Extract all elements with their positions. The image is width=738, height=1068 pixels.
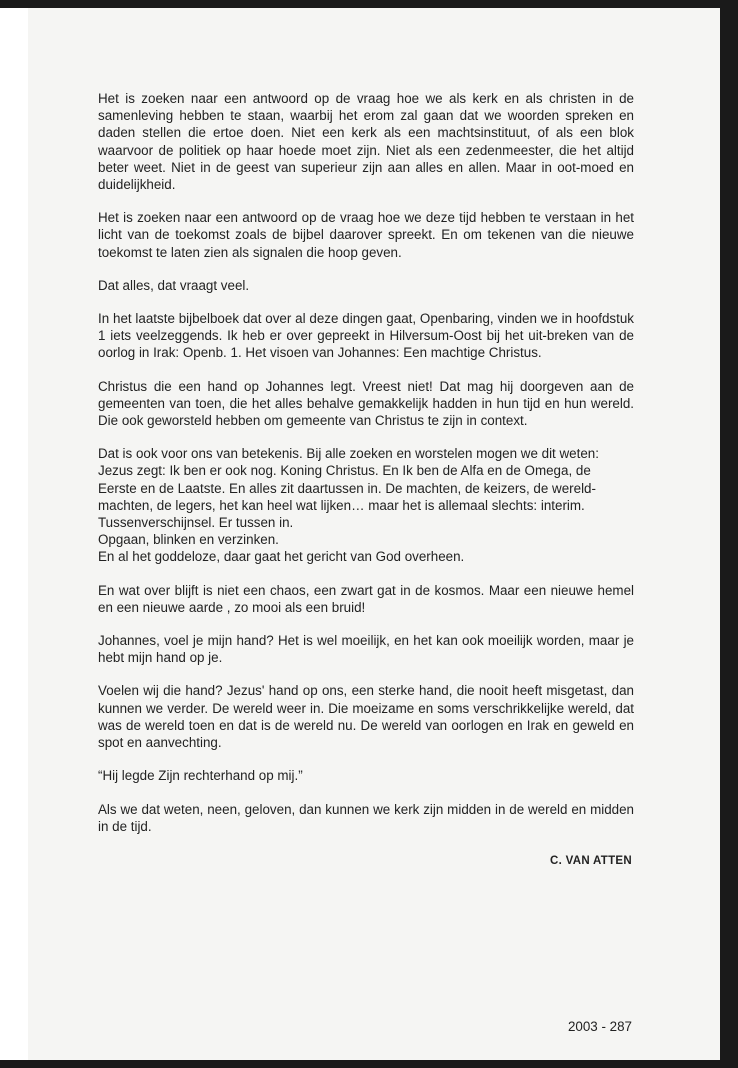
paragraph-multiline [98,445,634,565]
text-line: Tussenverschijnsel. Er tussen in. [98,515,294,531]
text-line: Jezus zegt: Ik ben er ook nog. Koning Christus. En Ik ben de Alfa en de Omega, de [98,463,591,479]
text-line: machten, de legers, het kan heel wat lijken… maar het is allemaal slechts: interim. [98,497,585,513]
page-number: 2003 - 287 [567,1019,632,1034]
paragraph: Johannes, voel je mijn hand? Het is wel moeilijk, en het kan ook moeilijk worden, maar je hebt mijn hand op je. [98,633,634,666]
paragraph: En wat over blijft is niet een chaos, een zwart gat in de kosmos. Maar een nieuwe hemel en een nieuwe aarde , zo mooi als een bruid! [98,582,634,615]
article-body [98,90,634,851]
paragraph: Dat alles, dat vraagt veel. [98,277,250,293]
paragraph: Het is zoeken naar een antwoord op de vraag hoe we deze tijd hebben te verstaan in het licht van de toekomst zoals de bijbel daarover spreekt. En om tekenen van die nieuwe toekomst te laten zien als signalen die hoop geven. [98,210,634,260]
text-line: En al het goddeloze, daar gaat het gericht van God overheen. [98,549,465,565]
paragraph: In het laatste bijbelboek dat over al deze dingen gaat, Openbaring, vinden we in hoofdstuk 1 iets veelzeggends. Ik heb er over gepreekt in Hilversum-Oost bij het uit-breken van de oorlog in Irak: Openb. 1. Het visoen van Johannes: Een machtige Christus. [98,311,634,361]
text-line: Opgaan, blinken en verzinken. [98,532,279,548]
paragraph: Het is zoeken naar een antwoord op de vraag hoe we als kerk en als christen in de samenleving hebben te staan, waarbij het erom zal gaan dat we woorden spreken en daden stellen die ertoe doen. Niet een kerk als een machtsinstituut, of als een blok waarvoor de politiek op haar hoede moet zijn. Niet als een zedenmeester, die het altijd beter weet. Niet in de geest van superieur zijn aan alles en allen. Maar in oot-moed en duidelijkheid. [98,91,634,193]
page-margin-strip [0,8,28,1060]
text-line: Dat is ook voor ons van betekenis. Bij alle zoeken en worstelen mogen we dit weten: [98,446,599,462]
paragraph: Als we dat weten, neen, geloven, dan kunnen we kerk zijn midden in de wereld en midden in de tijd. [98,801,634,834]
author-signature: C. VAN ATTEN [550,855,632,867]
paragraph: Voelen wij die hand? Jezus' hand op ons, een sterke hand, die nooit heeft misgetast, dan kunnen we verder. De wereld weer in. Die moeizame en soms verschrikkelijke wereld, dat was de wereld toen en dat is de wereld nu. De wereld van oorlogen en Irak en geweld en spot en aanvechting. [98,683,634,751]
scan-dark-edge [720,8,738,1068]
paragraph: Christus die een hand op Johannes legt. Vreest niet! Dat mag hij doorgeven aan de gemeenten van toen, die het alles behalve gemakkelijk hadden in hun tijd en hun wereld. Die ook geworsteld hebben om gemeente van Christus te zijn in context. [98,378,634,429]
text-line: Eerste en de Laatste. En alles zit daartussen in. De machten, de keizers, de wereld- [98,480,596,496]
quote-paragraph: “Hij legde Zijn rechterhand op mij.” [98,768,303,784]
